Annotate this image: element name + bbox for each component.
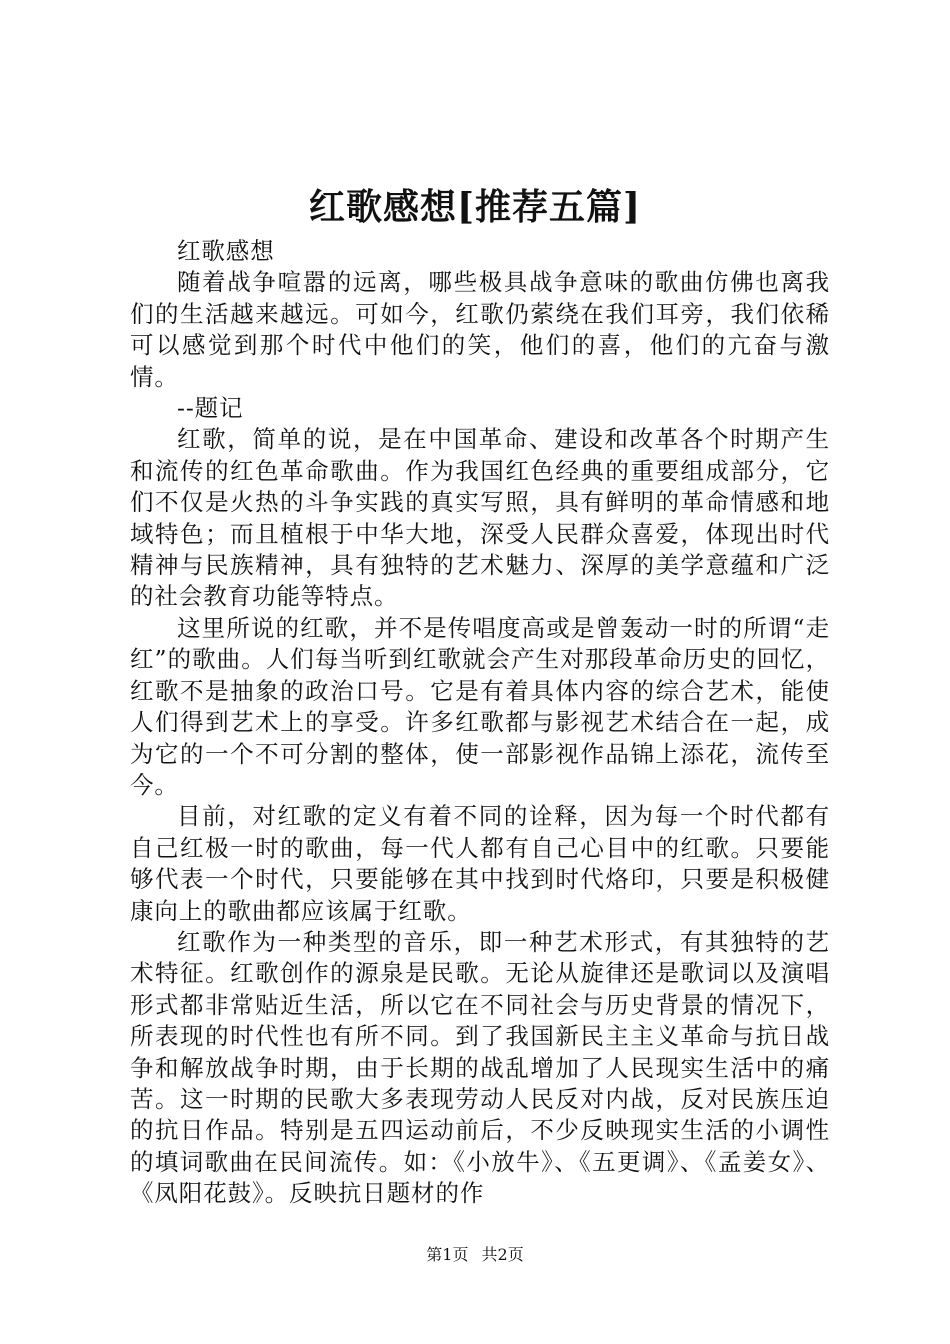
page-number: 第1页	[426, 1245, 469, 1264]
page-footer	[0, 1245, 950, 1265]
epigraph-attribution: --题记	[177, 394, 244, 423]
page-total: 共2页	[481, 1245, 524, 1264]
body-paragraph: 目前，对红歌的定义有着不同的诠释，因为每一个时代都有自己红极一时的歌曲，每一代人都有自己心目中的红歌。只要能够代表一个时代，只要能够在其中找到时代烙印，只要是积极健康向上的歌曲都应该属于红歌。	[130, 802, 830, 925]
body-paragraph: 这里所说的红歌，并不是传唱度高或是曾轰动一时的所谓“走红”的歌曲。人们每当听到红歌就会产生对那段革命历史的回忆，红歌不是抽象的政治口号。它是有着具体内容的综合艺术，能使人们得到艺术上的享受。许多红歌都与影视艺术结合在一起，成为它的一个不可分割的整体，使一部影视作品锦上添花，流传至今。	[130, 613, 830, 799]
body-paragraph: 随着战争喧嚣的远离，哪些极具战争意味的歌曲仿佛也离我们的生活越来越远。可如今，红歌仍萦绕在我们耳旁，我们依稀可以感觉到那个时代中他们的笑，他们的喜，他们的亢奋与激情。	[130, 268, 830, 391]
document-body	[130, 236, 830, 1210]
subtitle-paragraph: 红歌感想	[177, 237, 275, 265]
body-paragraph: 红歌作为一种类型的音乐，即一种艺术形式，有其独特的艺术特征。红歌创作的源泉是民歌。无论从旋律还是歌词以及演唱形式都非常贴近生活，所以它在不同社会与历史背景的情况下，所表现的时代性也有所不同。到了我国新民主主义革命与抗日战争和解放战争时期，由于长期的战乱增加了人民现实生活中的痛苦。这一时期的民歌大多表现劳动人民反对内战，反对民族压迫的抗日作品。特别是五四运动前后，不少反映现实生活的小调性的填词歌曲在民间流传。如：《小放牛》、《五更调》、《孟姜女》、《凤阳花鼓》。反映抗日题材的作	[130, 927, 830, 1208]
document-title: 红歌感想[推荐五篇]	[308, 186, 642, 228]
body-paragraph: 红歌，简单的说，是在中国革命、建设和改革各个时期产生和流传的红色革命歌曲。作为我国红色经典的重要组成部分，它们不仅是火热的斗争实践的真实写照，具有鲜明的革命情感和地域特色；而且植根于中华大地，深受人民群众喜爱，体现出时代精神与民族精神，具有独特的艺术魅力、深厚的美学意蕴和广泛的社会教育功能等特点。	[130, 425, 830, 611]
